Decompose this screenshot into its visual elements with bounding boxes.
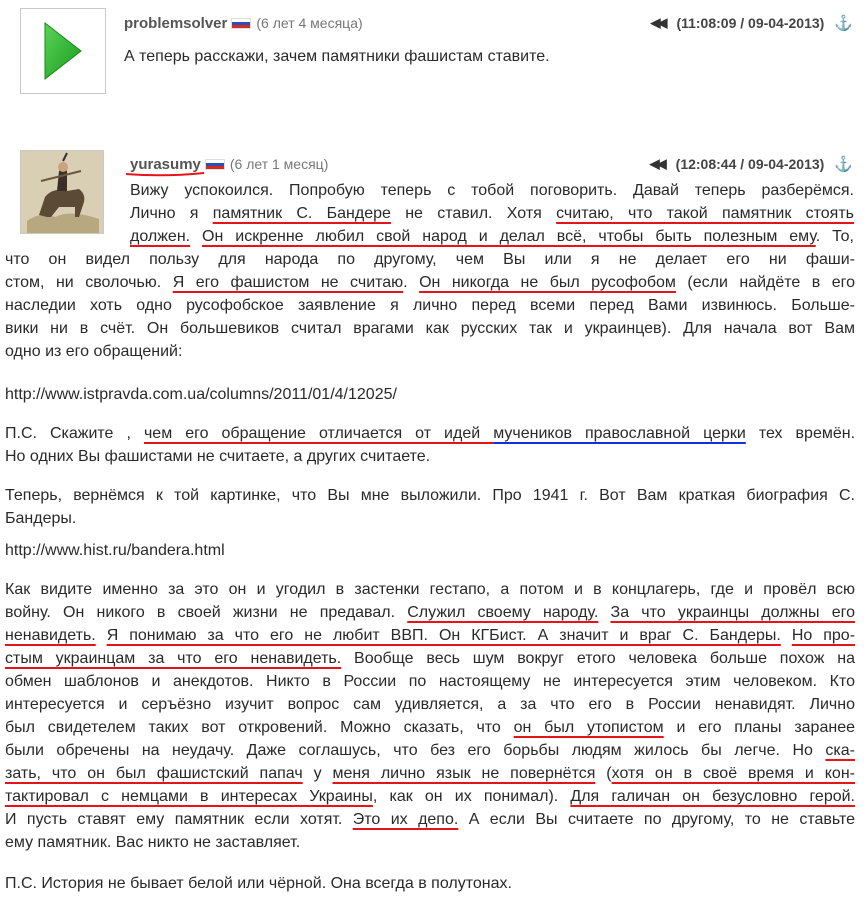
text-line: что он видел пользу для народа по другому, чем Вы или я не делает его ни фаши- xyxy=(5,251,855,268)
text-line: ему памятник. Вас никто не заставляет. xyxy=(5,834,301,851)
username[interactable]: yurasumy xyxy=(130,155,201,173)
highlight-red: памятник С. Бандере xyxy=(212,205,391,222)
comment-meta xyxy=(650,12,853,34)
highlight-red: чем его обращение отличается от идей xyxy=(143,425,494,442)
final-ps: П.С. История не бывает белой или чёрной. Она всегда в полутонах. xyxy=(5,875,512,892)
russia-flag-icon xyxy=(231,18,251,29)
text-line: Бандеры. xyxy=(5,510,77,527)
text-line: Как видите именно за это он и угодил в застенки гестапо, а потом и в концлагерь, где и провёл всю xyxy=(5,581,855,598)
highlight-red: считаю, что такой памятник стоять xyxy=(556,205,854,222)
timestamp[interactable]: (12:08:44 / 09-04-2013) xyxy=(675,156,825,172)
anchor-icon[interactable]: ⚓ xyxy=(834,156,853,173)
avatar-yurasumy[interactable] xyxy=(20,150,104,234)
highlight-red: ненавидеть. xyxy=(5,627,96,644)
highlight-red: тактировал с немцами в интересах Украины xyxy=(5,788,373,805)
comment-meta xyxy=(650,153,853,175)
text-line: тактировал с немцами в интересах Украины, как он их понимал). Для галичан он безусловно герой. xyxy=(5,788,856,805)
anchor-icon[interactable]: ⚓ xyxy=(834,15,853,32)
highlight-red: Служил своему народу. xyxy=(407,604,599,621)
text-line: наследии хоть одно русофобское заявление я лично перед всеми перед Вами извинюсь. Больше- xyxy=(5,297,855,314)
highlight-red: Я его фашистом не считаю xyxy=(172,274,404,291)
comment-text: А теперь расскажи, зачем памятники фашистам ставите. xyxy=(124,48,550,65)
text-line: П.С. Скажите , чем его обращение отличается от идей мучеников православной церки тех времён. xyxy=(5,425,856,442)
ps-block-1 xyxy=(5,422,855,468)
highlight-red: Это их депо. xyxy=(352,811,459,828)
highlight-red: Но про- xyxy=(791,627,856,644)
highlight-red: За что украинцы должны его xyxy=(610,604,856,621)
text-line: обмен шаблонов и анекдотов. Никто в России по настоящему не интересуется этим человеком. Кто xyxy=(5,673,855,690)
highlight-red: должен. xyxy=(130,228,191,245)
text-line: И пусть ставят ему памятник если хотят. Это их депо. А если Вы считаете по другому, то не ставьте xyxy=(5,811,856,828)
text-line: вики ни в счёт. Он большевиков считал врагами как русских так и украинцев). Для начала вот Вам xyxy=(5,320,855,337)
highlight-red: он был утопистом xyxy=(513,719,664,736)
text-line: были обречены на неудачу. Даже соглашусь, что без его борьбы людям жилось бы легче. Но ска- xyxy=(5,742,855,759)
highlight-red: Он искренне любил свой народ и делал всё, чтобы быть полезным ему xyxy=(202,228,816,245)
username[interactable]: problemsolver xyxy=(124,14,228,32)
link-hist[interactable]: http://www.hist.ru/bandera.html xyxy=(5,542,225,559)
reply-arrows-icon[interactable]: ◀◀ xyxy=(649,156,664,171)
highlight-red: зать, что он был фашистский папач xyxy=(5,765,303,782)
text-line: войну. Он никого в своей жизни не предавал. Служил своему народу. За что украинцы должны его xyxy=(5,604,856,621)
timestamp[interactable]: (11:08:09 / 09-04-2013) xyxy=(676,15,825,31)
avatar-problemsolver[interactable] xyxy=(20,8,106,94)
text-line: был свидетелем таких вот откровений. Можно сказать, что он был утопистом и его планы заранее xyxy=(5,719,855,736)
text-line: стым украинцам за что его ненавидеть. Вообще весь шум вокруг етого человека больше похож на xyxy=(5,650,855,667)
text-line: Теперь, вернёмся к той картинке, что Вы мне выложили. Про 1941 г. Вот Вам краткая биография С. xyxy=(5,487,855,504)
comment-header xyxy=(124,12,363,34)
highlight-red: ска- xyxy=(825,742,855,759)
comment-body-main xyxy=(5,248,855,363)
highlight-red: стым украинцам за что его ненавидеть. xyxy=(5,650,342,667)
back-block xyxy=(5,484,855,530)
reply-arrows-icon[interactable]: ◀◀ xyxy=(650,15,665,30)
user-tenure: (6 лет 4 месяца) xyxy=(256,15,363,31)
cossack-rider-image xyxy=(21,151,104,234)
text-line: зать, что он был фашистский папач у меня лично язык не повернётся (хотя он в своё время и кон- xyxy=(5,765,855,782)
text-line xyxy=(5,624,855,647)
highlight-blue: мучеников православной церки xyxy=(493,425,746,442)
highlight-red: Я понимаю за что его не любит ВВП. Он КГБист. А значит и враг С. Бандеры. xyxy=(106,627,781,644)
text-line: Лично я памятник С. Бандере не ставил. Хотя считаю, что такой памятник стоять xyxy=(130,205,854,222)
text-line: должен. Он искренне любил свой народ и делал всё, чтобы быть полезным ему. То, xyxy=(130,228,855,245)
text-line: Но одних Вы фашистами не считаете, а других считаете. xyxy=(5,448,431,465)
text-line: одно из его обращений: xyxy=(5,343,183,360)
play-triangle-icon xyxy=(21,9,105,93)
text-line: стом, ни сволочью. Я его фашистом не считаю. Он никогда не был русофобом (если найдёте в его xyxy=(5,274,856,291)
comment-yurasumy xyxy=(0,150,867,900)
highlight-red: Он никогда не был русофобом xyxy=(419,274,676,291)
text-line: Вижу успокоился. Попробую теперь с тобой поговорить. Давай теперь разберёмся. xyxy=(130,182,854,199)
highlight-red: Для галичан он безусловно герой. xyxy=(570,788,856,805)
highlight-red: меня лично язык не повернётся xyxy=(332,765,596,782)
comment-header xyxy=(130,153,328,175)
main-argument-block xyxy=(5,578,855,854)
highlight-red: хотя он в своё время и кон- xyxy=(611,765,855,782)
text-line: интересуется и серъёзно изучит вопрос сам удивляется, а за что его в России ненавидят. Лично xyxy=(5,696,855,713)
comment-problemsolver xyxy=(0,0,867,120)
russia-flag-icon xyxy=(205,159,225,170)
comment-body-intro xyxy=(130,179,854,248)
link-istpravda[interactable]: http://www.istpravda.com.ua/columns/2011/01/4/12025/ xyxy=(5,386,397,403)
user-tenure: (6 лет 1 месяц) xyxy=(229,156,329,172)
